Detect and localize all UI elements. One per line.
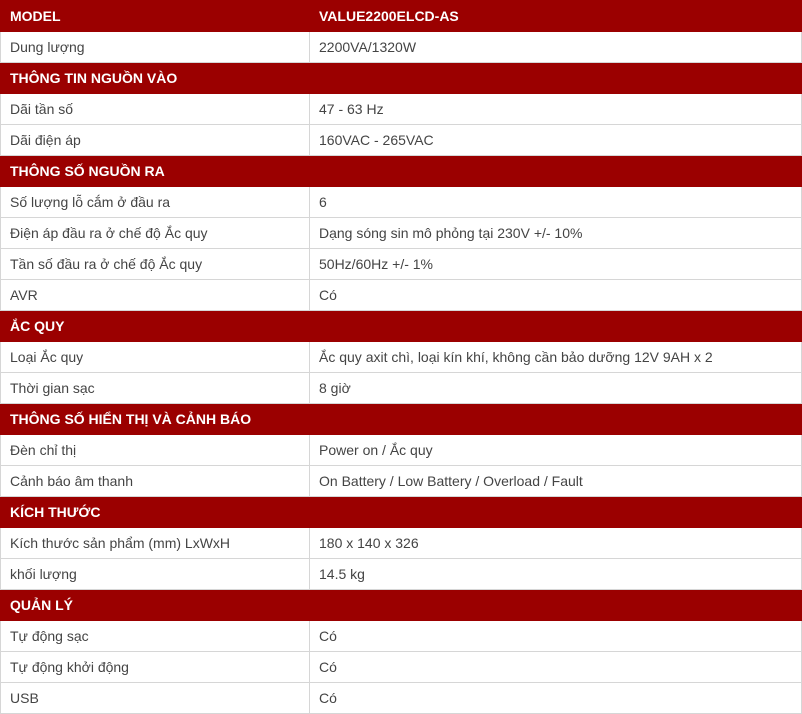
section-title: THÔNG SỐ HIỂN THỊ VÀ CẢNH BÁO: [1, 404, 802, 435]
table-row: [1, 280, 802, 311]
spec-value: 50Hz/60Hz +/- 1%: [310, 249, 802, 280]
section-header: [1, 590, 802, 621]
model-value: VALUE2200ELCD-AS: [310, 1, 802, 32]
table-row: [1, 125, 802, 156]
spec-label: Dung lượng: [1, 32, 310, 63]
section-header: [1, 63, 802, 94]
spec-label: Loại Ắc quy: [1, 342, 310, 373]
table-row: [1, 94, 802, 125]
spec-value: Power on / Ắc quy: [310, 435, 802, 466]
spec-label: Tần số đầu ra ở chế độ Ắc quy: [1, 249, 310, 280]
spec-label: Tự động sạc: [1, 621, 310, 652]
spec-label: Cảnh báo âm thanh: [1, 466, 310, 497]
spec-label: AVR: [1, 280, 310, 311]
spec-value: 47 - 63 Hz: [310, 94, 802, 125]
spec-label: Dãi tần số: [1, 94, 310, 125]
spec-label: Kích thước sản phẩm (mm) LxWxH: [1, 528, 310, 559]
spec-label: USB: [1, 683, 310, 714]
spec-value: 6: [310, 187, 802, 218]
spec-value: 8 giờ: [310, 373, 802, 404]
spec-label: Thời gian sạc: [1, 373, 310, 404]
section-header: [1, 497, 802, 528]
table-row: [1, 187, 802, 218]
spec-label: Tự động khởi động: [1, 652, 310, 683]
section-title: THÔNG TIN NGUỒN VÀO: [1, 63, 802, 94]
table-row: [1, 683, 802, 714]
section-title: QUẢN LÝ: [1, 590, 802, 621]
section-title: KÍCH THƯỚC: [1, 497, 802, 528]
table-row: [1, 559, 802, 590]
table-row: [1, 32, 802, 63]
table-row: [1, 249, 802, 280]
model-header-row: [1, 1, 802, 32]
spec-value: 14.5 kg: [310, 559, 802, 590]
table-row: [1, 466, 802, 497]
spec-label: Số lượng lỗ cắm ở đầu ra: [1, 187, 310, 218]
section-title: THÔNG SỐ NGUỒN RA: [1, 156, 802, 187]
spec-value: Ắc quy axit chì, loại kín khí, không cần bảo dưỡng 12V 9AH x 2: [310, 342, 802, 373]
section-header: [1, 311, 802, 342]
spec-value: Có: [310, 621, 802, 652]
spec-value: 2200VA/1320W: [310, 32, 802, 63]
spec-value: Dạng sóng sin mô phỏng tại 230V +/- 10%: [310, 218, 802, 249]
table-row: [1, 528, 802, 559]
section-title: ẮC QUY: [1, 311, 802, 342]
spec-value: Có: [310, 652, 802, 683]
spec-value: 180 x 140 x 326: [310, 528, 802, 559]
spec-label: Đèn chỉ thị: [1, 435, 310, 466]
spec-label: Dãi điện áp: [1, 125, 310, 156]
model-label: MODEL: [1, 1, 310, 32]
table-row: [1, 218, 802, 249]
spec-value: Có: [310, 280, 802, 311]
table-row: [1, 435, 802, 466]
table-row: [1, 621, 802, 652]
spec-label: khối lượng: [1, 559, 310, 590]
spec-value: 160VAC - 265VAC: [310, 125, 802, 156]
spec-value: On Battery / Low Battery / Overload / Fault: [310, 466, 802, 497]
spec-value: Có: [310, 683, 802, 714]
spec-label: Điện áp đầu ra ở chế độ Ắc quy: [1, 218, 310, 249]
table-row: [1, 373, 802, 404]
section-header: [1, 404, 802, 435]
section-header: [1, 156, 802, 187]
table-row: [1, 342, 802, 373]
table-row: [1, 652, 802, 683]
